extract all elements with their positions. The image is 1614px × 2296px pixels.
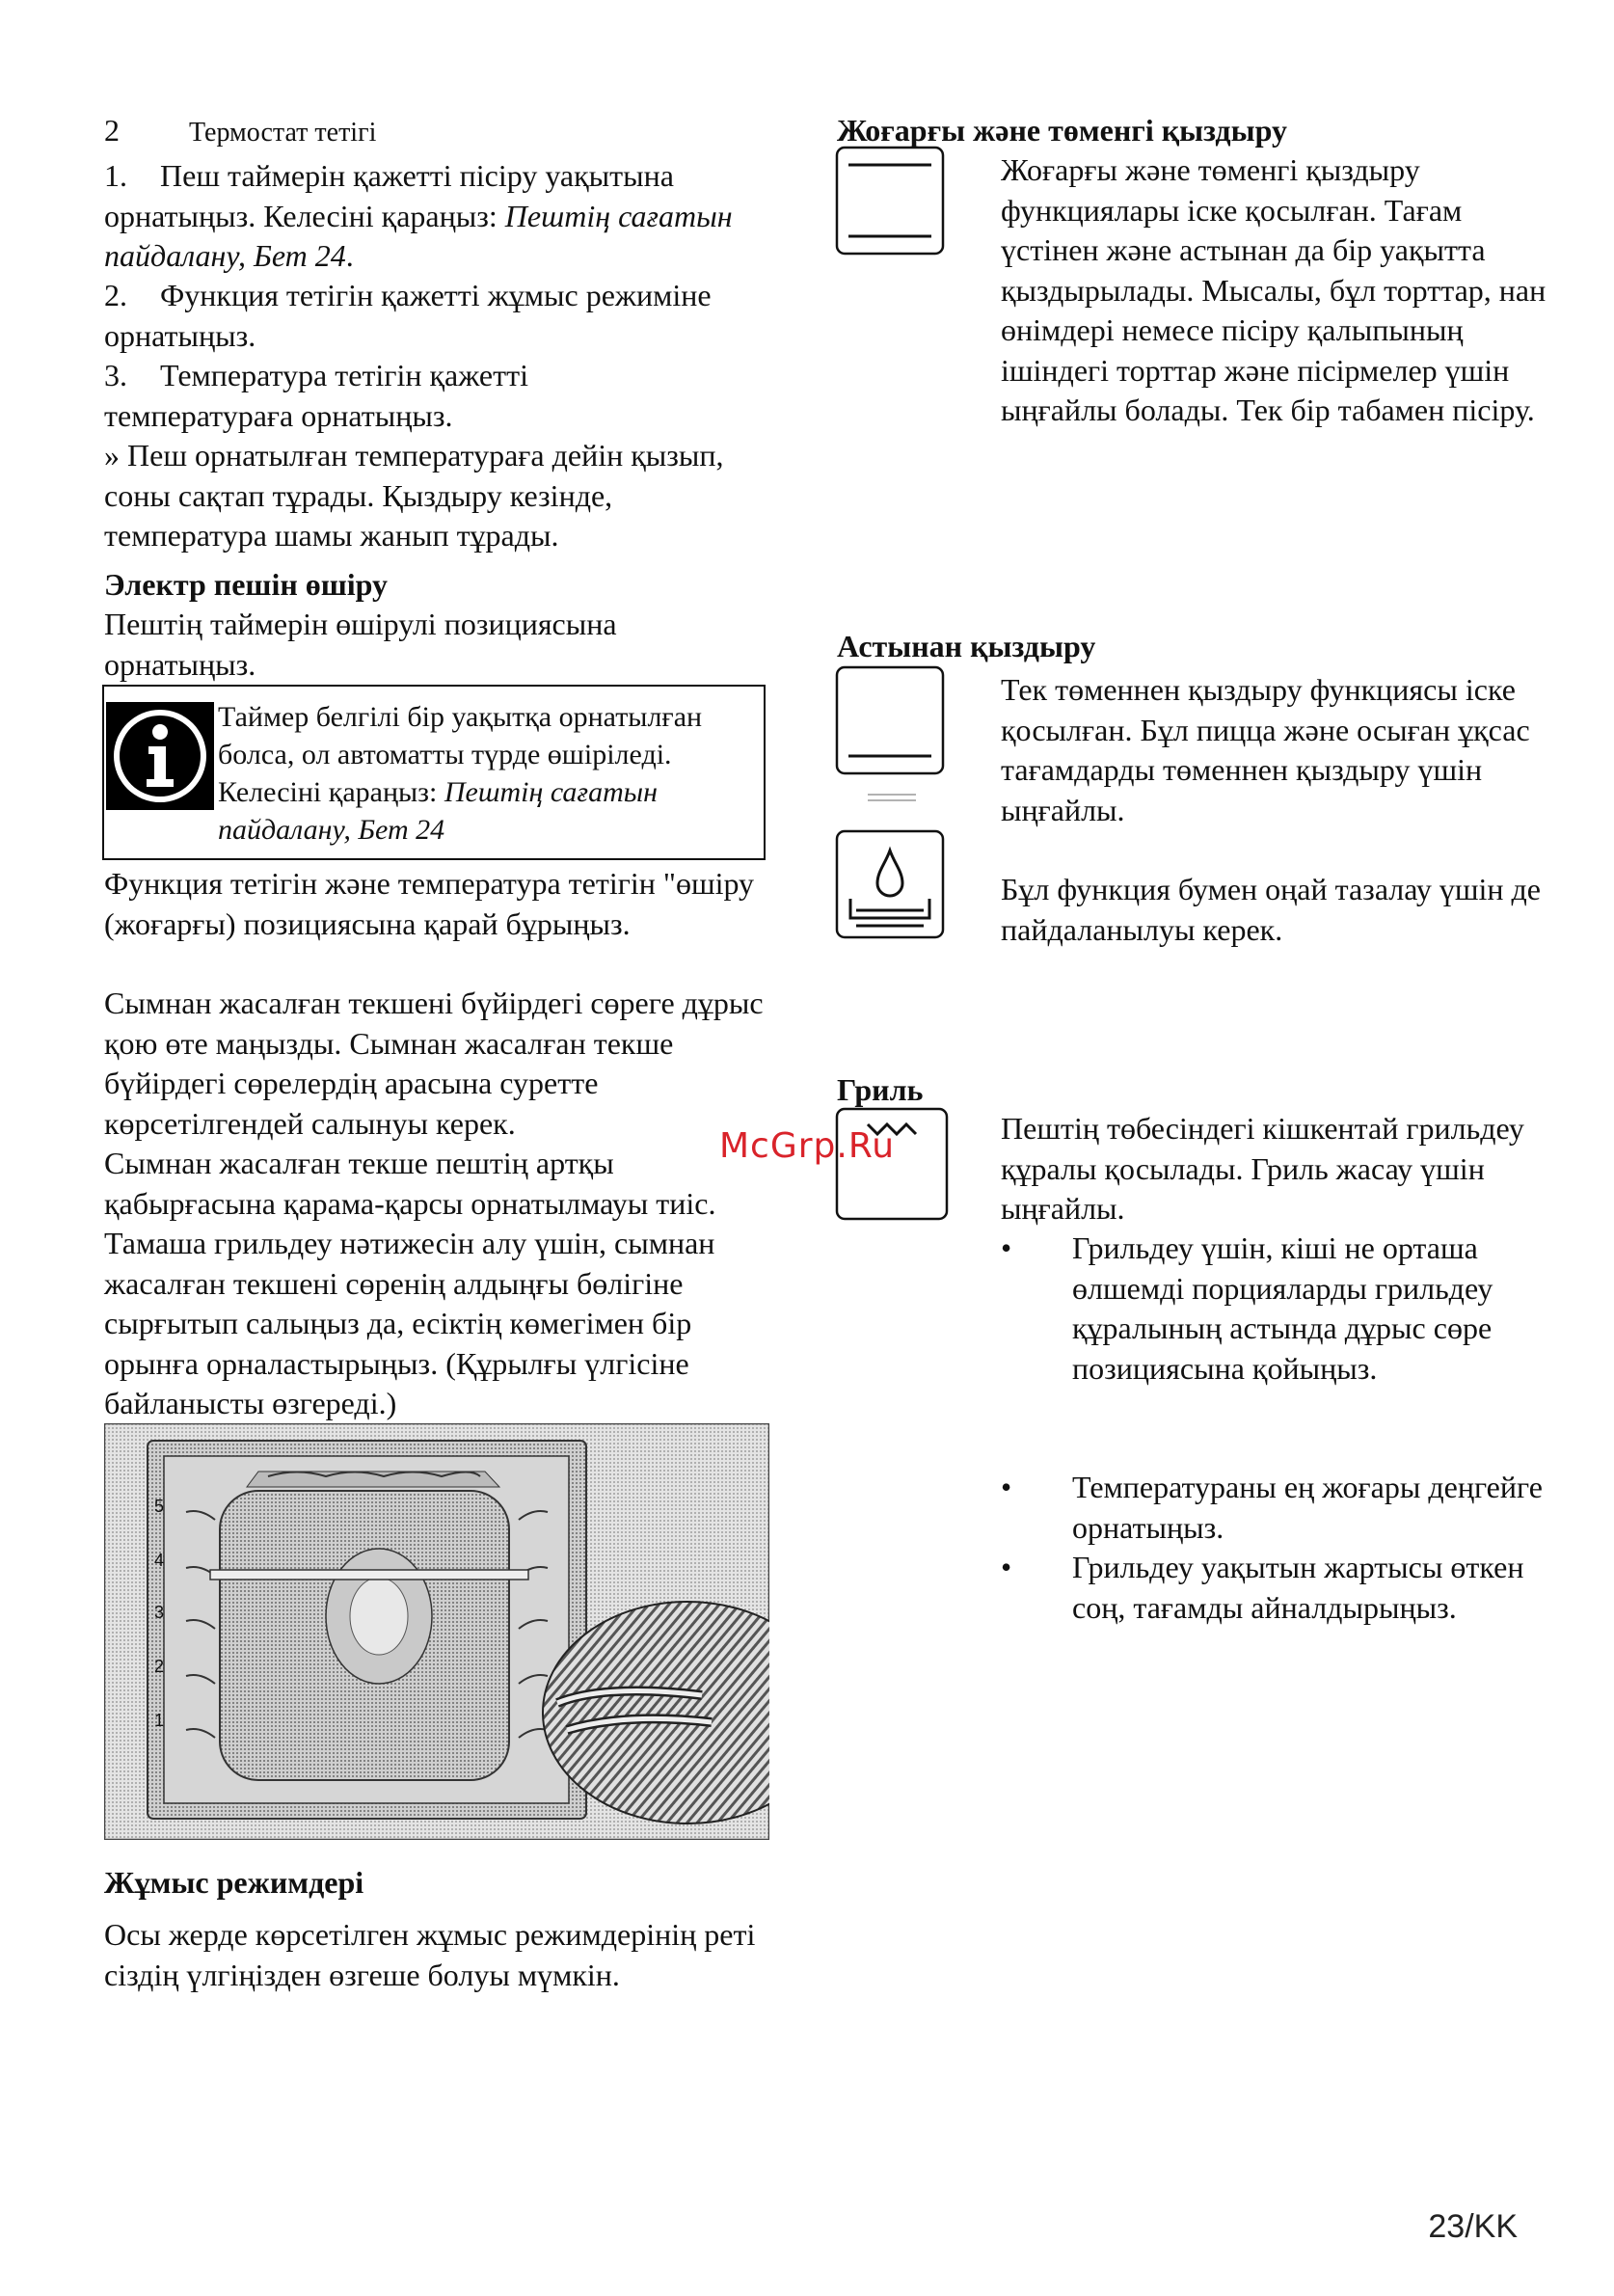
step-number: 3. [104, 358, 127, 392]
watermark: McGrp.Ru [719, 1126, 896, 1166]
legend-text: Термостат тетігі [189, 118, 377, 148]
legend-number: 2 [104, 113, 120, 148]
step-tail: . [345, 238, 354, 273]
shelf-level-4: 4 [154, 1551, 165, 1570]
step-text: Температура тетігін қажетті температураға орнатыңыз. [104, 358, 528, 433]
bullet-3-marker: • [1001, 1550, 1012, 1584]
info-box [102, 685, 766, 860]
step-number: 1. [104, 158, 127, 193]
off-text: Пештің таймерін өшірулі позициясына орнатыңыз. [104, 607, 617, 682]
modes-heading: Жұмыс режимдері [104, 1865, 364, 1900]
grill-bullet-3: Грильдеу уақытын жартысы өткен соң, тағамды айналдырыңыз. [1072, 1550, 1524, 1625]
shelf-level-3: 3 [154, 1603, 165, 1622]
step-1 [104, 156, 779, 277]
grill-bullet-1: Грильдеу үшін, кіші не орташа өлшемді порцияларды грильдеу құралының астында дұрыс сөре позициясына қойыңыз. [1072, 1230, 1493, 1386]
shelf-level-5: 5 [154, 1497, 165, 1516]
modes-text: Осы жерде көрсетілген жұмыс режимдерінің реті сіздің үлгіңізден өзгеше болуы мүмкін. [104, 1917, 756, 1992]
off-heading: Электр пешін өшіру [104, 567, 389, 602]
legend-item [104, 111, 779, 153]
page-number: 23/KK [1428, 2208, 1518, 2245]
paragraph-3: Сымнан жасалған текше пештің артқы қабырғасына қарама-қарсы орнатылмауы тиіс. Тамаша грильдеу нәтижесін алу үшін, сымнан жасалған текшені сөренің алдыңғы бөлігіне сырғытып салыңыз да, есіктің көмегімен бір орынға орналастырыңыз. (Құрылғы үлгісіне байланысты өзгереді.) [104, 1146, 716, 1420]
step-number: 2. [104, 278, 127, 312]
oven-shelf-illustration [104, 1423, 769, 1840]
shelf-level-1: 1 [154, 1711, 165, 1730]
grill-text: Пештің төбесіндегі кішкентай грильдеу құралы қосылады. Гриль жасау үшін ыңғайлы. [1001, 1111, 1524, 1226]
info-reference: Пештің сағатын пайдалану, Бет 24 [218, 776, 658, 846]
info-body: Таймер белгілі бір уақытқа орнатылған болса, ол автоматты түрде өшіріледі. Келесіні қараңыз: [218, 701, 703, 808]
paragraph-1: Функция тетігін және температура тетігін "өшіру (жоғарғы) позициясына қарай бұрыңыз. [104, 866, 755, 941]
result-text: » Пеш орнатылған температураға дейін қызып, соны сақтап тұрады. Қыздыру кезінде, температура шамы жанып тұрады. [104, 438, 724, 553]
bottom-heat-icon [835, 665, 945, 775]
step-3 [104, 356, 721, 436]
bottom-heat-text: Тек төменнен қыздыру функциясы іске қосылған. Бұл пицца және осыған ұқсас тағамдарды төменнен қыздыру үшін ыңғайлы. [1001, 672, 1530, 827]
top-bottom-heading: Жоғарғы және төменгі қыздыру [837, 113, 1287, 148]
grill-bullet-2: Температураны ең жоғары деңгейге орнатыңыз. [1072, 1470, 1543, 1545]
bullet-1-marker: • [1001, 1230, 1012, 1265]
bottom-heat-heading: Астынан қыздыру [837, 629, 1096, 663]
paragraph-2: Сымнан жасалған текшені бүйірдегі сөреге дұрыс қою өте маңызды. Сымнан жасалған текше бүйірдегі сөрелердің арасына суретте көрсетілгендей салынуы керек. [104, 986, 764, 1141]
step-text: Функция тетігін қажетті жұмыс режиміне орнатыңыз. [104, 278, 712, 353]
step-text: Пеш таймерін қажетті пісіру уақытына орнатыңыз. Келесіні қараңыз: [104, 158, 674, 233]
info-icon [106, 702, 214, 810]
step-2 [104, 276, 721, 356]
divider-dash [868, 789, 916, 808]
bullet-2-marker: • [1001, 1470, 1012, 1504]
grill-heading: Гриль [837, 1072, 924, 1107]
shelf-level-2: 2 [154, 1657, 165, 1676]
top-bottom-heat-icon [835, 146, 945, 256]
steam-clean-text: Бұл функция бумен оңай тазалау үшін де пайдаланылуы керек. [1001, 872, 1541, 947]
info-text [218, 698, 767, 849]
steam-clean-icon [835, 829, 945, 939]
top-bottom-text: Жоғарғы және төменгі қыздыру функциялары іске қосылған. Тағам үстінен және астынан да бір уақытта қыздырылады. Мысалы, бұл торттар, нан өнімдері немесе пісіру қалыпының ішіндегі торттар және пісірмелер үшін ыңғайлы болады. Тек бір табамен пісіру. [1001, 152, 1547, 427]
step-reference: Пештің сағатын пайдалану, Бет 24 [104, 198, 733, 273]
